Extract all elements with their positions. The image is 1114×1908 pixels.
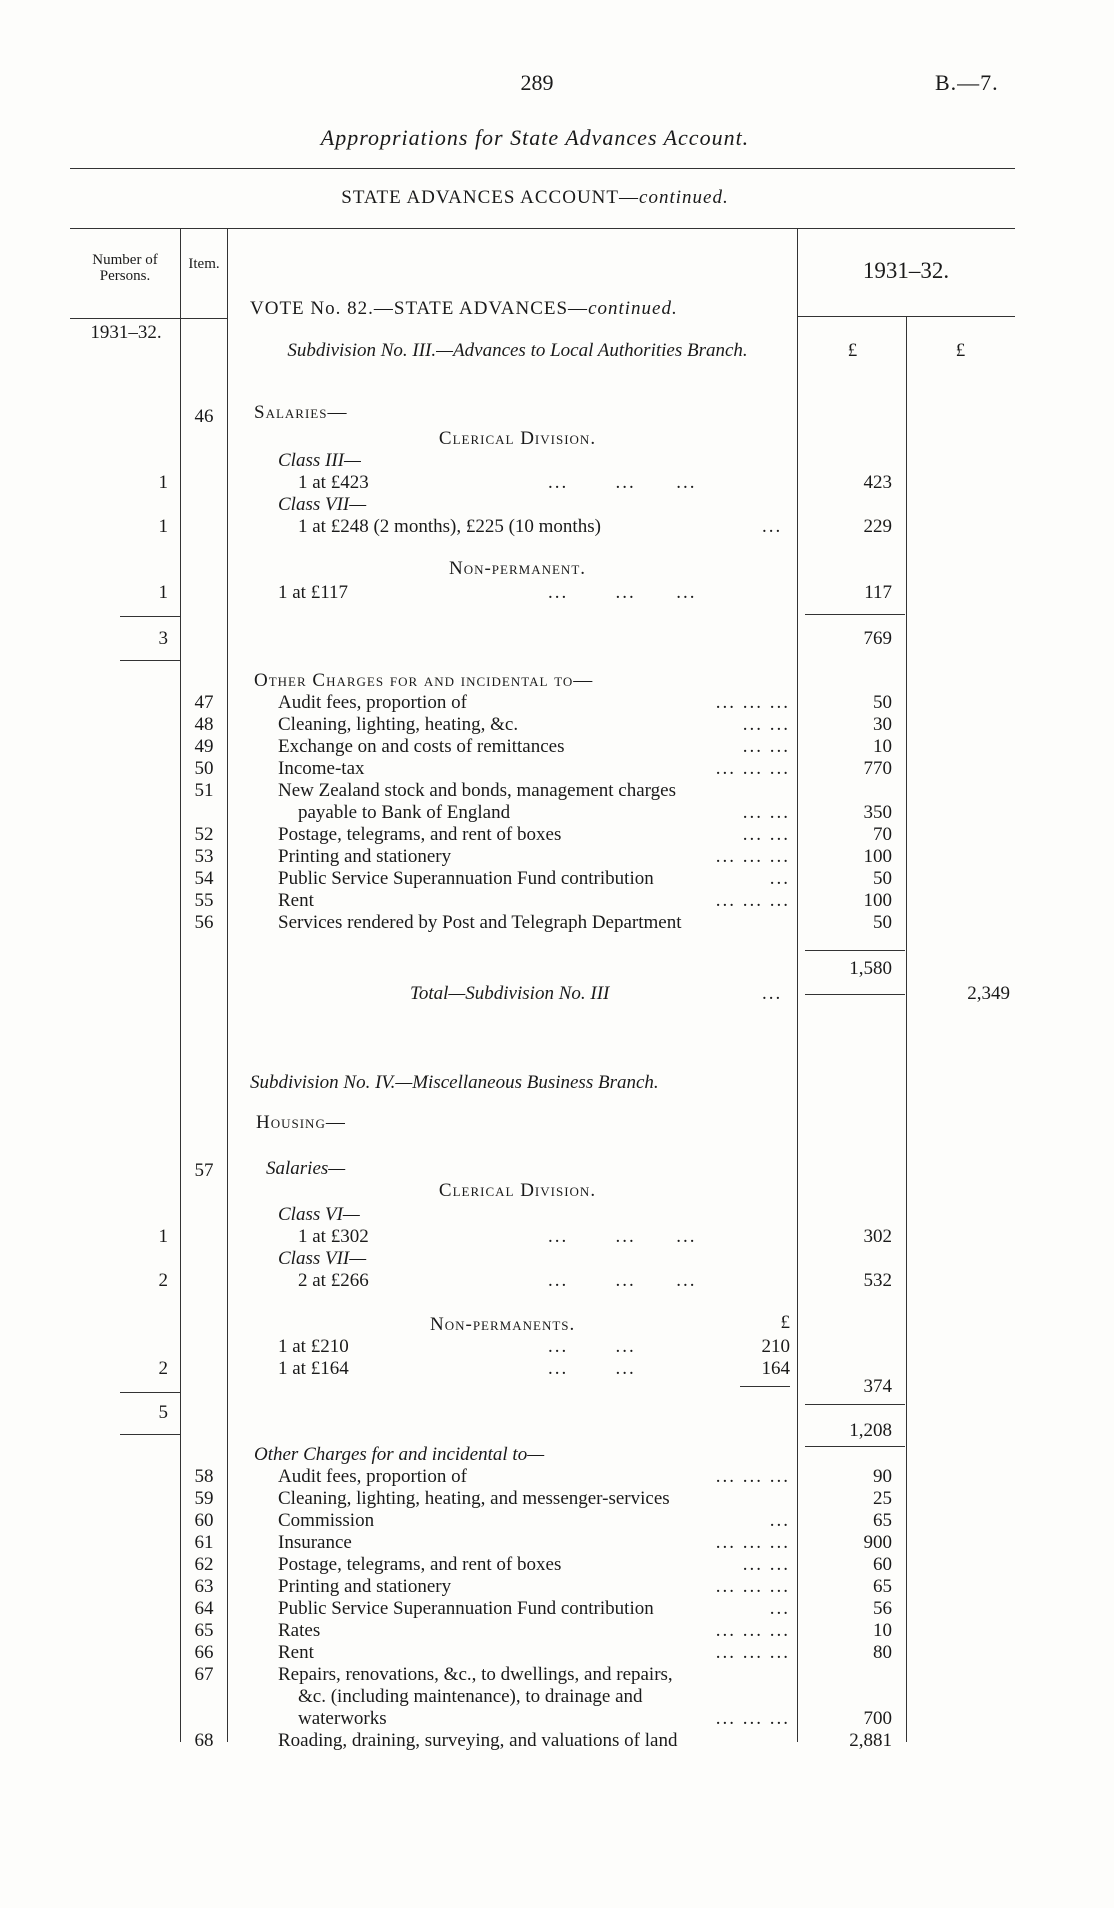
subdivision-4-title: Subdivision No. IV.—Miscellaneous Business Branch.	[250, 1072, 659, 1093]
pound-sign-total: £	[955, 340, 966, 361]
item-number: 60	[194, 1510, 214, 1531]
item-number: 48	[194, 714, 214, 735]
leader-dots: ...	[769, 1598, 790, 1619]
item-number: 64	[194, 1598, 214, 1619]
charge-amount: 70	[873, 824, 892, 845]
pound-sign: £	[780, 1312, 790, 1333]
leader-dots: ... ... ...	[715, 846, 790, 867]
charge-description: Cleaning, lighting, heating, &c.	[278, 714, 519, 735]
salaries-total: 1,208	[849, 1420, 892, 1441]
rule	[805, 1446, 905, 1447]
charge-description: Postage, telegrams, and rent of boxes	[278, 824, 562, 845]
leader-dots: ... ... ...	[548, 472, 697, 493]
charge-description: waterworks	[298, 1708, 387, 1729]
item-column-divider	[227, 228, 228, 1742]
salary-line: 1 at £248 (2 months), £225 (10 months)	[298, 516, 601, 537]
item-number: 53	[194, 846, 214, 867]
amount-column-divider	[797, 228, 798, 1742]
item-number: 62	[194, 1554, 214, 1575]
item-number: 54	[194, 868, 214, 889]
charge-description: Roading, draining, surveying, and valuations of land	[278, 1730, 678, 1751]
item-number: 47	[194, 692, 214, 713]
subdivision-3-title: Subdivision No. III.—Advances to Local Authorities Branch.	[287, 340, 748, 361]
charge-description: Rent	[278, 890, 314, 911]
item-number: 59	[194, 1488, 214, 1509]
charge-amount: 50	[873, 692, 892, 713]
charge-amount: 100	[863, 890, 892, 911]
charge-amount: 900	[863, 1532, 892, 1553]
charge-description: Income-tax	[278, 758, 365, 779]
charge-description: Public Service Superannuation Fund contribution	[278, 868, 654, 889]
rule	[120, 1434, 180, 1435]
charge-amount: 350	[863, 802, 892, 823]
leader-dots: ... ... ...	[715, 1466, 790, 1487]
leader-dots: ... ... ...	[548, 1226, 697, 1247]
amount: 229	[863, 516, 892, 537]
item-number: 58	[194, 1466, 214, 1487]
charge-amount: 80	[873, 1642, 892, 1663]
rule	[805, 1404, 905, 1405]
persons-count: 2	[158, 1270, 168, 1291]
salary-line: 1 at £164	[278, 1358, 349, 1379]
charge-description: Insurance	[278, 1532, 352, 1553]
leader-dots: ... ... ...	[715, 692, 790, 713]
item-number: 51	[194, 780, 214, 801]
charge-description: New Zealand stock and bonds, management charges	[278, 780, 676, 801]
charge-amount: 56	[873, 1598, 892, 1619]
salary-line: 1 at £210	[278, 1336, 349, 1357]
leader-dots: ... ... ...	[715, 1708, 790, 1729]
year-column-header: 1931–32.	[862, 258, 950, 283]
persons-year: 1931–32.	[90, 322, 162, 343]
other-charges-heading: Other Charges for and incidental to—	[254, 670, 594, 691]
leader-dots: ... ...	[742, 824, 790, 845]
persons-count: 1	[158, 516, 168, 537]
rule	[805, 950, 905, 951]
subtotal-column-divider	[906, 316, 907, 1742]
leader-dots: ... ...	[742, 736, 790, 757]
charge-amount: 25	[873, 1488, 892, 1509]
rule	[120, 616, 180, 617]
item-number: 49	[194, 736, 214, 757]
item-column-header: Item.	[188, 256, 220, 272]
rule	[805, 614, 905, 615]
leader-dots: ... ... ...	[548, 1270, 697, 1291]
amount: 423	[863, 472, 892, 493]
charge-description: Exchange on and costs of remittances	[278, 736, 565, 757]
charge-amount: 100	[863, 846, 892, 867]
salary-line: 1 at £117	[278, 582, 349, 603]
other-charges-total: 1,580	[849, 958, 892, 979]
charge-description: Services rendered by Post and Telegraph Department	[278, 912, 682, 933]
vote-heading: VOTE No. 82.—STATE ADVANCES—continued.	[250, 298, 678, 319]
item-number: 68	[194, 1730, 214, 1751]
item-number: 67	[194, 1664, 214, 1685]
persons-column-header: Number of Persons.	[92, 252, 158, 284]
page-title: Appropriations for State Advances Account.	[320, 125, 750, 150]
charge-amount: 60	[873, 1554, 892, 1575]
page-number: 289	[520, 70, 554, 95]
clerical-division-heading: Clerical Division.	[438, 428, 597, 449]
salaries-heading: Salaries—	[266, 1158, 346, 1179]
rule	[120, 1392, 180, 1393]
leader-dots: ... ...	[548, 1358, 636, 1379]
leader-dots: ... ...	[548, 1336, 636, 1357]
charge-amount: 700	[863, 1708, 892, 1729]
charge-amount: 50	[873, 912, 892, 933]
charge-description: payable to Bank of England	[298, 802, 511, 823]
housing-heading: Housing—	[256, 1112, 346, 1133]
non-permanents-heading: Non-permanents.	[430, 1314, 576, 1335]
leader-dots: ... ...	[742, 714, 790, 735]
salaries-heading: Salaries—	[254, 402, 348, 423]
rule	[805, 994, 905, 995]
inner-amount: 164	[761, 1358, 790, 1379]
amount: 117	[864, 582, 892, 603]
charge-description: &c. (including maintenance), to drainage and	[298, 1686, 643, 1707]
item-number: 52	[194, 824, 214, 845]
charge-amount: 65	[873, 1510, 892, 1531]
non-permanent-heading: Non-permanent.	[448, 558, 587, 579]
charge-description: Public Service Superannuation Fund contribution	[278, 1598, 654, 1619]
leader-dots: ...	[769, 1510, 790, 1531]
item-number: 66	[194, 1642, 214, 1663]
persons-count: 1	[158, 1226, 168, 1247]
other-charges-heading: Other Charges for and incidental to—	[254, 1444, 545, 1465]
persons-total: 3	[158, 628, 168, 649]
item-number: 57	[194, 1160, 214, 1181]
leader-dots: ...	[762, 983, 783, 1004]
charge-description: Cleaning, lighting, heating, and messenger-services	[278, 1488, 670, 1509]
rule	[120, 660, 180, 661]
class-heading: Class VI—	[278, 1204, 360, 1225]
charge-description: Audit fees, proportion of	[278, 1466, 467, 1487]
leader-dots: ...	[769, 868, 790, 889]
charge-amount: 2,881	[849, 1730, 892, 1751]
charge-description: Printing and stationery	[278, 1576, 452, 1597]
subdivision-total: 2,349	[967, 983, 1010, 1004]
header-rule	[70, 168, 1015, 169]
leader-dots: ...	[762, 516, 783, 537]
salaries-total: 769	[863, 628, 892, 649]
item-number: 55	[194, 890, 214, 911]
salary-line: 1 at £302	[298, 1226, 369, 1247]
leader-dots: ... ... ...	[715, 1620, 790, 1641]
persons-count: 1	[158, 582, 168, 603]
clerical-division-heading: Clerical Division.	[438, 1180, 597, 1201]
charge-amount: 50	[873, 868, 892, 889]
leader-dots: ... ... ...	[715, 1532, 790, 1553]
persons-count: 1	[158, 472, 168, 493]
class-heading: Class VII—	[278, 1248, 367, 1269]
salary-line: 1 at £423	[298, 472, 369, 493]
charge-amount: 30	[873, 714, 892, 735]
item-number: 65	[194, 1620, 214, 1641]
section-title: STATE ADVANCES ACCOUNT—continued.	[341, 187, 729, 208]
charge-description: Commission	[278, 1510, 375, 1531]
item-number: 61	[194, 1532, 214, 1553]
leader-dots: ... ...	[742, 802, 790, 823]
charge-description: Rent	[278, 1642, 314, 1663]
amount: 302	[863, 1226, 892, 1247]
header-rule-left	[70, 318, 228, 319]
leader-dots: ... ... ...	[548, 582, 697, 603]
charge-description: Printing and stationery	[278, 846, 452, 867]
document-reference: B.—7.	[935, 70, 999, 95]
salary-line: 2 at £266	[298, 1270, 369, 1291]
charge-description: Audit fees, proportion of	[278, 692, 467, 713]
leader-dots: ... ... ...	[715, 1576, 790, 1597]
pound-sign-amount: £	[847, 340, 858, 361]
subdivision-total-label: Total—Subdivision No. III	[410, 983, 610, 1004]
leader-dots: ... ... ...	[715, 890, 790, 911]
charge-description: Rates	[278, 1620, 321, 1641]
charge-amount: 90	[873, 1466, 892, 1487]
charge-amount: 10	[873, 736, 892, 757]
leader-dots: ... ...	[742, 1554, 790, 1575]
charge-amount: 770	[863, 758, 892, 779]
class-heading: Class III—	[278, 450, 361, 471]
charge-description: Repairs, renovations, &c., to dwellings, and repairs,	[278, 1664, 673, 1685]
item-number: 63	[194, 1576, 214, 1597]
item-number: 50	[194, 758, 214, 779]
leader-dots: ... ... ...	[715, 758, 790, 779]
persons-total: 5	[158, 1402, 168, 1423]
charge-description: Postage, telegrams, and rent of boxes	[278, 1554, 562, 1575]
item-number: 46	[194, 406, 214, 427]
persons-count: 2	[158, 1358, 168, 1379]
item-number: 56	[194, 912, 214, 933]
inner-amount: 210	[761, 1336, 790, 1357]
class-heading: Class VII—	[278, 494, 367, 515]
amount: 374	[863, 1376, 892, 1397]
table-top-rule	[70, 228, 1015, 229]
charge-amount: 10	[873, 1620, 892, 1641]
leader-dots: ... ... ...	[715, 1642, 790, 1663]
charge-amount: 65	[873, 1576, 892, 1597]
amount: 532	[863, 1270, 892, 1291]
header-rule-right	[797, 316, 1015, 317]
rule	[740, 1386, 790, 1387]
